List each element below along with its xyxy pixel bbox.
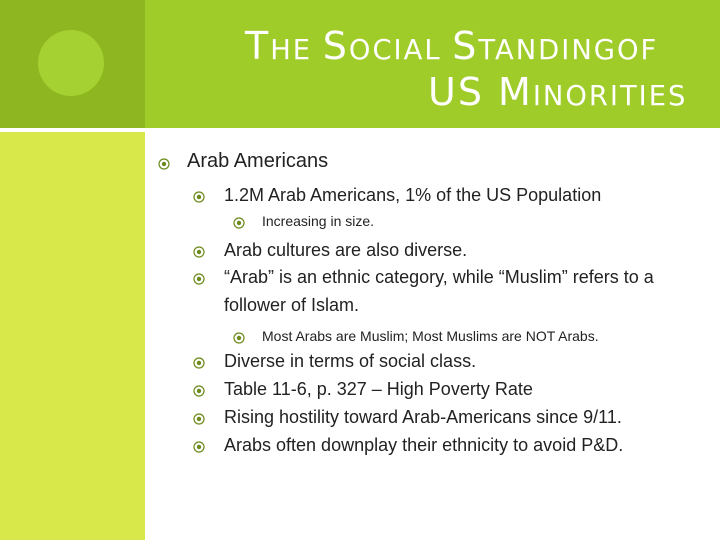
bullet-sub: Rising hostility toward Arab-Americans since 9/11. xyxy=(224,407,622,427)
bullet-sub: Arabs often downplay their ethnicity to avoid P&D. xyxy=(224,435,624,455)
title-part: OCIAL xyxy=(348,35,453,66)
slide-title xyxy=(0,18,720,118)
title-part: US xyxy=(428,70,499,114)
title-line-2 xyxy=(428,70,687,114)
title-part: INORITIES xyxy=(532,81,688,112)
target-bullet-icon xyxy=(193,357,205,369)
bullet-sub-child: Increasing in size. xyxy=(262,213,375,229)
title-part: M xyxy=(498,70,533,114)
target-bullet-icon xyxy=(193,385,205,397)
title-part: S xyxy=(452,24,479,68)
title-part: OF xyxy=(616,35,659,66)
bullet-sub: Arab cultures are also diverse. xyxy=(224,240,468,260)
bullet-main: Arab Americans xyxy=(187,150,329,172)
bullet-sub: “Arab” is an ethnic category, while “Muslim” refers to a xyxy=(224,267,654,287)
target-bullet-icon xyxy=(158,158,170,170)
target-bullet-icon xyxy=(193,273,205,285)
title-part: TANDING xyxy=(478,35,617,66)
bullet-sub-child: Most Arabs are Muslim; Most Muslims are NOT Arabs. xyxy=(262,328,599,344)
bullet-sub: Table 11-6, p. 327 – High Poverty Rate xyxy=(224,379,533,399)
bullet-sub-continued: follower of Islam. xyxy=(224,295,360,315)
title-part: T xyxy=(245,24,271,68)
target-bullet-icon xyxy=(193,246,205,258)
title-part: HE xyxy=(270,35,323,66)
target-bullet-icon xyxy=(233,217,245,229)
target-bullet-icon xyxy=(193,413,205,425)
title-part: S xyxy=(322,24,349,68)
target-bullet-icon xyxy=(233,332,245,344)
bullet-sub: 1.2M Arab Americans, 1% of the US Population xyxy=(224,185,602,205)
title-line-1 xyxy=(245,24,658,68)
bullet-list xyxy=(0,140,720,540)
bullet-sub: Diverse in terms of social class. xyxy=(224,351,477,371)
target-bullet-icon xyxy=(193,191,205,203)
target-bullet-icon xyxy=(193,441,205,453)
header-divider xyxy=(0,128,720,132)
